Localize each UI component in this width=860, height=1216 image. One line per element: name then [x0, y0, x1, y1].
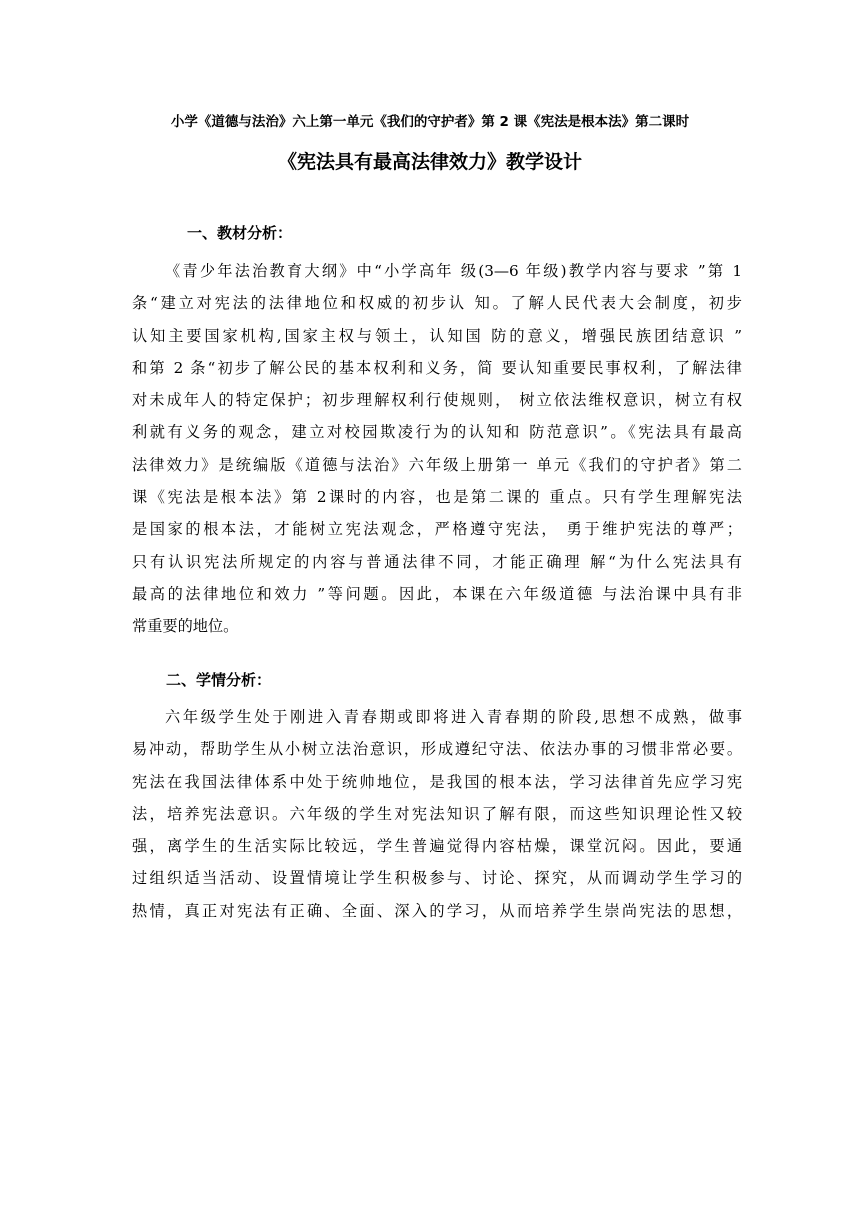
paragraph-line: 强，离学生的生活实际比较远，学生普遍觉得内容枯燥，课堂沉闷。因此，要通	[132, 837, 742, 856]
paragraph-line: 认知主要国家机构,国家主权与领土，认知国 防的意义，增强民族团结意识 ”	[132, 326, 742, 345]
document-title: 《宪法具有最高法律效力》教学设计	[277, 151, 582, 173]
paragraph-line: 过组织适当活动、设置情境让学生积极参与、讨论、探究，从而调动学生学习的	[132, 869, 742, 888]
paragraph-line: 热情，真正对宪法有正确、全面、深入的学习，从而培养学生崇尚宪法的思想，	[132, 901, 742, 920]
section-paragraph-textbook-analysis	[132, 255, 742, 643]
document-subtitle: 小学《道德与法治》六上第一单元《我们的守护者》第 2 课《宪法是根本法》第二课时	[170, 114, 690, 130]
section-heading-student-analysis: 二、学情分析：	[166, 671, 272, 689]
paragraph-line: 最高的法律地位和效力 ”等问题。因此，本课在六年级道德 与法治课中具有非	[132, 584, 742, 603]
paragraph-line: 法，培养宪法意识。六年级的学生对宪法知识了解有限，而这些知识理论性又较	[132, 804, 742, 823]
paragraph-line: 六年级学生处于刚进入青春期或即将进入青春期的阶段,思想不成熟，做事	[165, 708, 742, 726]
paragraph-line: 和第 2 条“初步了解公民的基本权利和义务，简 要认知重要民事权利，了解法律	[132, 358, 742, 377]
paragraph-line: 课《宪法是根本法》第 2课时的内容，也是第二课的 重点。只有学生理解宪法	[132, 488, 742, 507]
paragraph-line: 只有认识宪法所规定的内容与普通法律不同，才能正确理 解“为什么宪法具有	[132, 552, 742, 571]
paragraph-line: 法律效力》是统编版《道德与法治》六年级上册第一 单元《我们的守护者》第二	[132, 455, 742, 474]
paragraph-line: 条“建立对宪法的法律地位和权威的初步认 知。了解人民代表大会制度，初步	[132, 294, 742, 313]
paragraph-line: 对未成年人的特定保护；初步理解权利行使规则， 树立依法维权意识，树立有权	[132, 391, 742, 410]
paragraph-line: 利就有义务的观念，建立对校园欺凌行为的认知和 防范意识”。《宪法具有最高	[132, 423, 742, 442]
paragraph-line: 常重要的地位。	[132, 617, 239, 636]
paragraph-line: 《青少年法治教育大纲》中“小学高年 级(3—6 年级)教学内容与要求 ”第 1	[165, 262, 742, 280]
section-paragraph-student-analysis	[132, 701, 742, 927]
section-heading-textbook-analysis: 一、教材分析：	[187, 224, 293, 242]
paragraph-line: 是国家的根本法，才能树立宪法观念，严格遵守宪法， 勇于维护宪法的尊严；	[132, 520, 742, 539]
paragraph-line: 宪法在我国法律体系中处于统帅地位，是我国的根本法，学习法律首先应学习宪	[132, 772, 742, 791]
paragraph-line: 易冲动，帮助学生从小树立法治意识，形成遵纪守法、依法办事的习惯非常必要。	[132, 740, 742, 759]
